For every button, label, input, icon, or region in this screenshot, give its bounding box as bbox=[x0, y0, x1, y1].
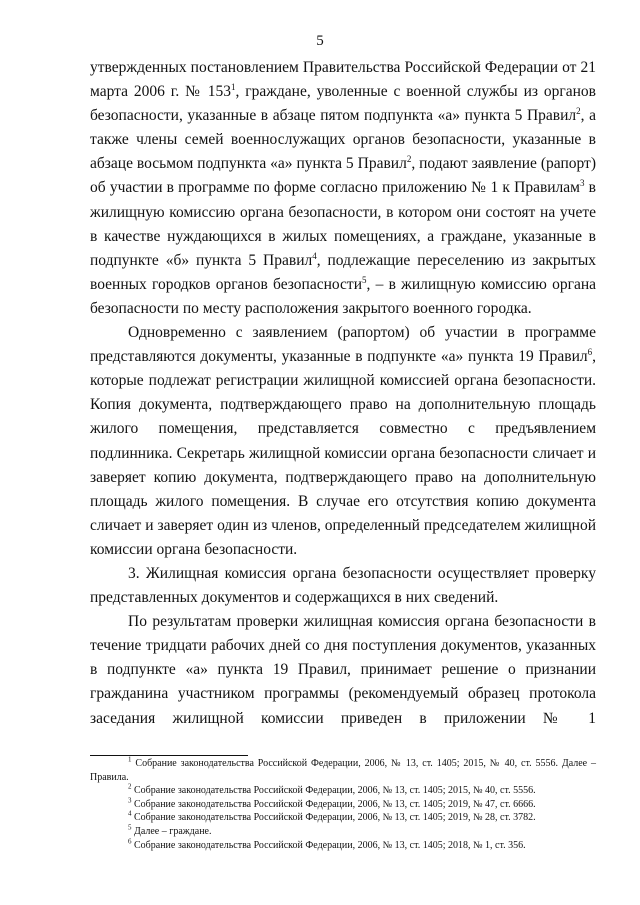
paragraph-2-text: Одновременно с заявлением (рапортом) об участии в программе представляются документы, указанные в подпункте «а» пункта 19 Правил bbox=[90, 324, 596, 366]
paragraph-3: 3. Жилищная комиссия органа безопасности осуществляет проверку представленных документов и содержащихся в них сведений. bbox=[90, 564, 596, 607]
footnote-ref: 6 bbox=[587, 346, 593, 357]
paragraph-1 bbox=[90, 56, 596, 321]
footnote-text: Собрание законодательства Российской Федерации, 2006, № 13, ст. 1405; 2015, № 40, ст. 5556. bbox=[134, 785, 536, 797]
footnote-ref: 1 bbox=[230, 81, 236, 92]
footnote-item bbox=[90, 757, 596, 784]
body-text bbox=[90, 56, 596, 731]
footnote-number: 4 bbox=[128, 810, 132, 819]
paragraph-2 bbox=[90, 321, 596, 562]
footnote-number: 3 bbox=[128, 796, 132, 805]
paragraph-1-text: , – в жилищную комиссию органа безопасности по месту расположения закрытого военного городка. bbox=[90, 275, 596, 317]
footnote-ref: 5 bbox=[362, 274, 367, 285]
footnote-ref: 4 bbox=[312, 250, 317, 261]
footnote-item bbox=[90, 784, 596, 798]
paragraph-4: По результатам проверки жилищная комиссия органа безопасности в течение тридцати рабочих дней со дня поступления документов, указанных в подпункте «а» пункта 19 Правил, принимает решение о признании гражданина участником программы (рекомендуемый образец протокола заседания жилищной комиссии приведен в приложении № 1 bbox=[90, 613, 596, 727]
paragraph-1-text: в жилищную комиссию органа безопасности, в котором они состоят на учете в качестве нуждающихся в жилых помещениях, а граждане, указанные в подпункте «б» пункта 5 Правил bbox=[90, 179, 596, 269]
footnote-text: Далее – граждане. bbox=[134, 825, 212, 837]
footnote-item bbox=[90, 798, 596, 812]
paragraph-1-text: , граждане, уволенные с военной службы из органов безопасности, указанные в абзаце пятом подпункта «а» пункта 5 Правил bbox=[90, 83, 596, 125]
footnote-item bbox=[90, 839, 596, 853]
paragraph-1-text: , подают заявление (рапорт) об участии в программе по форме согласно приложению № 1 к Правилам bbox=[90, 155, 596, 197]
footnote-item bbox=[90, 811, 596, 825]
footnote-number: 6 bbox=[128, 837, 132, 846]
footnote-ref: 2 bbox=[406, 154, 412, 165]
footnote-divider bbox=[90, 755, 248, 756]
footnote-text: Собрание законодательства Российской Федерации, 2006, № 13, ст. 1405; 2015, № 40, ст. 5556. Далее – Правила. bbox=[90, 758, 596, 783]
paragraph-1-text: , а также члены семей военнослужащих органов безопасности, указанные в абзаце восьмом подпункта «а» пункта 5 Правил bbox=[90, 107, 596, 173]
footnotes bbox=[90, 757, 596, 852]
paragraph-1-text: , подлежащие переселению из закрытых военных городков органов безопасности bbox=[90, 251, 596, 293]
footnote-ref: 3 bbox=[579, 178, 585, 189]
footnote-text: Собрание законодательства Российской Федерации, 2006, № 13, ст. 1405; 2018, № 1, ст. 356. bbox=[134, 839, 526, 851]
footnote-text: Собрание законодательства Российской Федерации, 2006, № 13, ст. 1405; 2019, № 28, ст. 3782. bbox=[134, 812, 536, 824]
footnote-ref: 2 bbox=[576, 106, 581, 117]
footnote-number: 5 bbox=[128, 823, 132, 832]
footnote-number: 1 bbox=[128, 755, 132, 764]
footnote-text: Собрание законодательства Российской Федерации, 2006, № 13, ст. 1405; 2019, № 47, ст. 6666. bbox=[134, 798, 536, 810]
page-number: 5 bbox=[316, 33, 324, 49]
footnote-number: 2 bbox=[128, 782, 132, 791]
paragraph-2-text: , которые подлежат регистрации жилищной комиссией органа безопасности. Копия документа, подтверждающего право на дополнительную площадь жилого помещения, представляется совместно с предъявлением подлинника. Секретарь жилищной комиссии органа безопасности сличает и заверяет копию документа, подтверждающего право на дополнительную площадь жилого помещения. В случае его отсутствия копию документа сличает и заверяет один из членов, определенный председателем жилищной комиссии органа безопасности. bbox=[90, 348, 596, 558]
paragraph-1-text: утвержденных постановлением Правительства Российской Федерации от 21 марта 2006 г. № 153 bbox=[90, 59, 596, 101]
footnote-item bbox=[90, 825, 596, 839]
